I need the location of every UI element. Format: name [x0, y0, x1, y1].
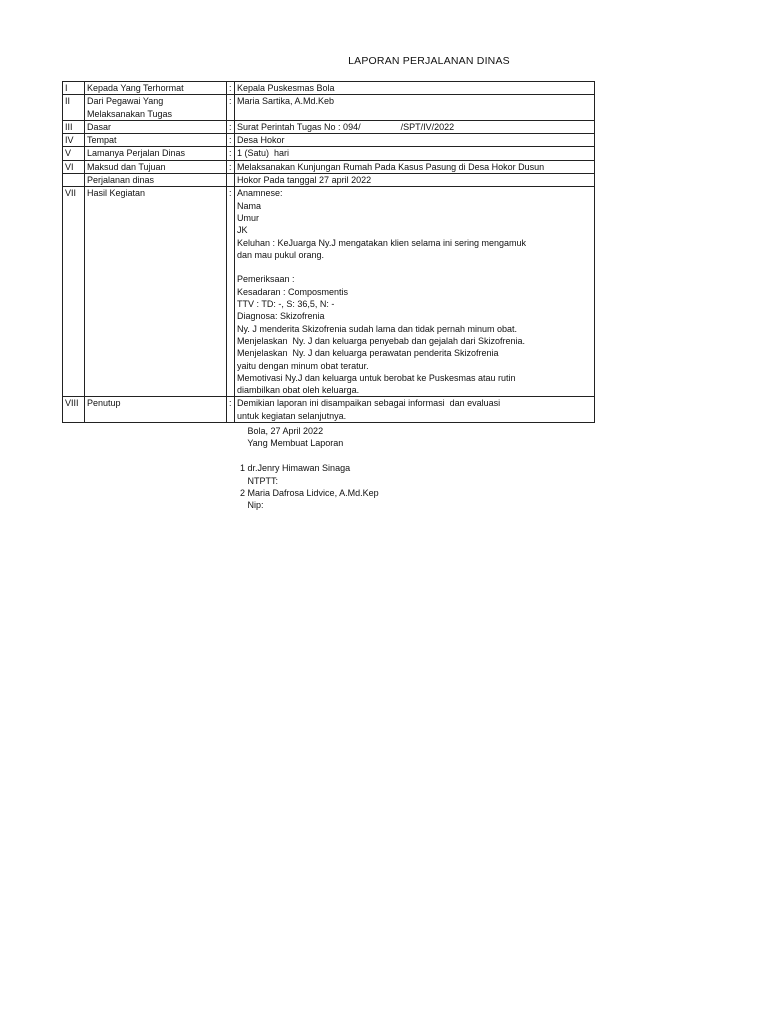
- row-label: [85, 82, 227, 95]
- row-value-line: Ny. J menderita Skizofrenia sudah lama dan tidak pernah minum obat.: [237, 323, 517, 334]
- row-value: [235, 95, 595, 121]
- row-label-line: Hasil Kegiatan: [87, 188, 146, 199]
- row-label-line: Dasar: [87, 121, 112, 132]
- row-value-line: Melaksanakan Kunjungan Rumah Pada Kasus Pasung di Desa Hokor Dusun: [237, 161, 545, 172]
- signer-2-id: Nip:: [247, 500, 264, 511]
- row-value-line: diambilkan obat oleh keluarga.: [237, 385, 360, 396]
- row-value-line: Nama: [237, 200, 262, 211]
- row-value-line: Anamnese:: [237, 188, 283, 199]
- report-row: [63, 95, 595, 121]
- row-value-line: 1 (Satu) hari: [237, 148, 290, 159]
- row-value-line: JK: [237, 225, 248, 236]
- row-value: [235, 134, 595, 147]
- report-row: [63, 187, 595, 397]
- row-value: [235, 120, 595, 133]
- row-number: VI: [63, 160, 85, 173]
- report-row: [63, 134, 595, 147]
- row-colon: :: [227, 82, 235, 95]
- row-colon: :: [227, 147, 235, 160]
- row-value-line: [237, 261, 592, 273]
- row-label-line: Lamanya Perjalan Dinas: [87, 148, 186, 159]
- row-label: [85, 187, 227, 397]
- row-number: II: [63, 95, 85, 121]
- row-value-line: [237, 108, 592, 120]
- report-row: [63, 397, 595, 423]
- report-row: [63, 160, 595, 173]
- row-label-line: Kepada Yang Terhormat: [87, 83, 184, 93]
- row-value-line: Diagnosa: Skizofrenia: [237, 311, 325, 322]
- row-value-line: Demikian laporan ini disampaikan sebagai informasi dan evaluasi: [237, 398, 501, 409]
- row-value-line: dan mau pukul orang.: [237, 249, 325, 260]
- row-value-line: Memotivasi Ny.J dan keluarga untuk berobat ke Puskesmas atau rutin: [237, 372, 516, 383]
- row-value-line: Hokor Pada tanggal 27 april 2022: [237, 175, 372, 186]
- row-value-line: untuk kegiatan selanjutnya.: [237, 410, 347, 421]
- row-value-line: Menjelaskan Ny. J dan keluarga perawatan penderita Skizofrenia: [237, 348, 499, 359]
- row-value-line: Surat Perintah Tugas No : 094/ /SPT/IV/2022: [237, 121, 455, 132]
- row-label-line: Dari Pegawai Yang: [87, 96, 164, 107]
- row-number: [63, 174, 85, 187]
- row-value-line: Maria Sartika, A.Md.Keb: [237, 96, 335, 107]
- row-colon: [227, 174, 235, 187]
- row-label: [85, 134, 227, 147]
- report-row: [63, 174, 595, 187]
- row-value: [235, 187, 595, 397]
- signature-block: [240, 425, 379, 512]
- report-row: [63, 82, 595, 95]
- row-label-line: Perjalanan dinas: [87, 175, 155, 186]
- row-colon: :: [227, 120, 235, 133]
- row-number: V: [63, 147, 85, 160]
- row-label: [85, 147, 227, 160]
- row-label-line: Tempat: [87, 135, 117, 146]
- signature-maker: Yang Membuat Laporan: [247, 438, 344, 449]
- row-label-line: Melaksanakan Tugas: [87, 108, 173, 119]
- row-number: VII: [63, 187, 85, 397]
- row-colon: :: [227, 187, 235, 397]
- row-value: [235, 397, 595, 423]
- report-table: [62, 81, 595, 423]
- row-value-line: Pemeriksaan :: [237, 274, 295, 285]
- row-label: [85, 120, 227, 133]
- page-title: LAPORAN PERJALANAN DINAS: [348, 55, 510, 67]
- row-label-line: Penutup: [87, 398, 121, 409]
- row-label: [85, 397, 227, 423]
- row-number: III: [63, 120, 85, 133]
- row-value: [235, 147, 595, 160]
- row-value-line: Kepala Puskesmas Bola: [237, 83, 335, 93]
- row-colon: :: [227, 160, 235, 173]
- row-label: [85, 160, 227, 173]
- row-value-line: Keluhan : KeJuarga Ny.J mengatakan klien selama ini sering mengamuk: [237, 237, 526, 248]
- row-colon: :: [227, 134, 235, 147]
- row-colon: :: [227, 397, 235, 423]
- row-value-line: Umur: [237, 212, 259, 223]
- row-value-line: Desa Hokor: [237, 135, 285, 146]
- row-value-line: Kesadaran : Composmentis: [237, 286, 349, 297]
- row-value: [235, 82, 595, 95]
- row-number: I: [63, 82, 85, 95]
- row-value-line: Menjelaskan Ny. J dan keluarga penyebab dan gejalah dari Skizofrenia.: [237, 335, 526, 346]
- row-number: IV: [63, 134, 85, 147]
- row-label-line: Maksud dan Tujuan: [87, 161, 166, 172]
- report-row: [63, 120, 595, 133]
- row-colon: :: [227, 95, 235, 121]
- row-value-line: yaitu dengan minum obat teratur.: [237, 360, 369, 371]
- row-label: [85, 174, 227, 187]
- report-row: [63, 147, 595, 160]
- signature-place-date: Bola, 27 April 2022: [247, 426, 324, 436]
- signer-1-name: 1 dr.Jenry Himawan Sinaga: [240, 463, 351, 474]
- row-value: [235, 160, 595, 173]
- row-label: [85, 95, 227, 121]
- row-value-line: TTV : TD: -, S: 36,5, N: -: [237, 299, 335, 310]
- signer-1-id: NTPTT:: [247, 475, 279, 486]
- row-value: [235, 174, 595, 187]
- row-number: VIII: [63, 397, 85, 423]
- signer-2-name: 2 Maria Dafrosa Lidvice, A.Md.Kep: [240, 488, 379, 499]
